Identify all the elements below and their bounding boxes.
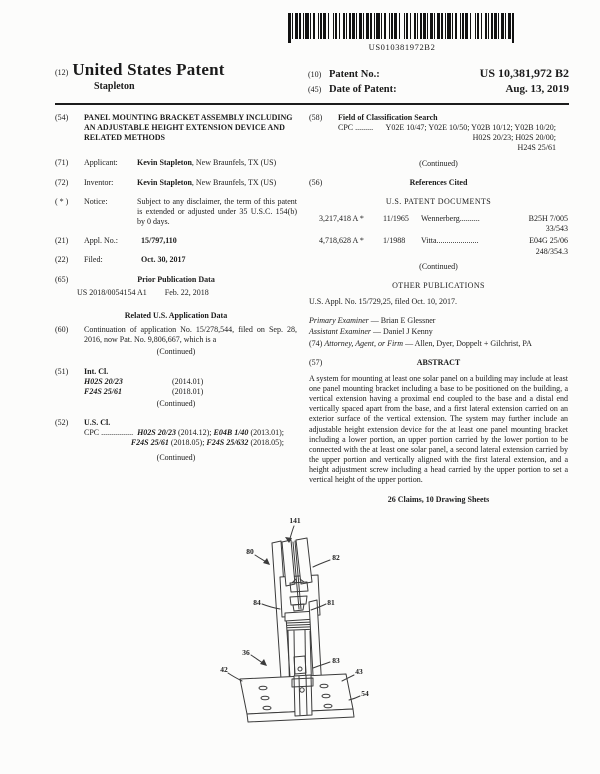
ref-numeral-43: 43 [355,667,363,676]
arrowhead [263,558,270,565]
section-us-cl [55,418,297,463]
field-57-tag: (57) [309,357,323,367]
other-publications-heading: OTHER PUBLICATIONS [392,280,485,290]
section-appl-no [55,236,297,246]
us-cl-heading: U.S. Cl. [84,418,111,428]
field-60-tag: (60) [55,325,69,335]
ref-name: Vitta [421,236,437,246]
filed-value: Oct. 30, 2017 [141,255,186,265]
ref-subclass: 33/543 [545,224,568,234]
continued-note: (Continued) [156,398,196,408]
drawing-thread [287,624,313,625]
continued-note: (Continued) [156,347,196,357]
field-of-search-heading: Field of Classification Search [338,113,438,122]
abstract-text: A system for mounting at least one solar panel on a building may include at least one panel mounting bracket including a base to be positioned on the building, a vertical extension having a proximal end coupled to the base and a distal end vertically spaced apart from the base, and a first lateral extension carried on an exterior surface of the vertical extension. The system may further include an adjustable height extension device for the at least one panel mounting bracket including a lower portion, an upper portion carried by the lower portion to be connected with the at least one solar panel, a second lateral extension carried by the upper portion and vertically aligned with the first lateral extension, and a height adjustment screw including a head carried by the upper portion to set a vertical height of the upper portion. [309,373,568,485]
field-12-tag: (12) [55,68,69,77]
ref-patent-number: 3,217,418 A * [319,214,364,224]
patent-no-label: Patent No.: [329,69,380,80]
inventor-name: Kevin Stapleton [137,177,192,187]
section-applicant [55,158,297,168]
abstract-heading: ABSTRACT [416,357,461,367]
section-examiners [309,316,568,348]
ref-date: 11/1965 [383,214,409,224]
field-56-tag: (56) [309,177,323,187]
arrowhead [260,659,267,666]
us-cl-cpc [84,428,284,448]
section-filed [55,255,297,265]
field-10-tag: (10) [308,70,322,79]
continued-note: (Continued) [156,452,196,462]
ref-dot-leader: .......... [459,214,480,224]
prior-publication-heading: Prior Publication Data [137,274,215,284]
int-cl-class: F24S 25/61 [84,386,123,396]
publication-date: Feb. 22, 2018 [164,287,209,297]
notice-label: Notice: [84,196,108,206]
ref-class: E04G 25/06 [529,236,568,246]
cpc-year: (2013.01); [248,428,284,438]
section-references [309,178,568,272]
notice-text: Subject to any disclaimer, the term of this patent is extended or adjusted under 35 U.S.C. 154(b) by 0 days. [137,196,297,227]
assistant-examiner-line [309,327,568,337]
right-column [309,113,568,514]
section-notice [55,197,297,227]
other-publication-line: U.S. Appl. No. 15/729,25, filed Oct. 10, 2017. [309,297,457,307]
field-71-tag: (71) [55,158,69,168]
attorney-firm: — Allen, Dyer, Doppelt + Gilchrist, PA [403,338,532,348]
cpc-lead: CPC ......... [338,123,374,133]
ref-numeral-54: 54 [361,689,369,698]
ref-patent-number: 4,718,628 A * [319,236,364,246]
ref-numeral-42: 42 [220,665,228,674]
us-patent-documents-heading: U.S. PATENT DOCUMENTS [385,196,492,206]
cpc-class: F24S 25/632 [206,438,249,448]
cpc-list: H24S 25/61 [517,143,556,153]
date-of-patent-label: Date of Patent: [329,84,397,95]
applicant-name: Kevin Stapleton [137,158,192,168]
int-cl-entry [84,387,297,397]
related-data-heading: Related U.S. Application Data [124,310,228,320]
section-related-data [55,311,297,358]
drawing-thread [287,622,313,623]
cpc-list: Y02E 10/47; Y02E 10/50; Y02B 10/12; Y02B 10/20; H02S 20/23; H02S 20/00; [385,123,556,143]
section-field-of-search [309,113,568,169]
drawing-center-channel [294,675,312,716]
field-star-tag: ( * ) [55,196,69,206]
patent-number: US 10,381,972 B2 [479,66,569,80]
inventor-label: Inventor: [84,177,114,187]
left-column [55,113,297,472]
barcode-label: US010381972B2 [368,42,436,52]
attorney-label: Attorney, Agent, or Firm [324,338,404,348]
inventor-address: , New Braunfels, TX (US) [191,177,277,187]
field-74-tag: (74) [309,338,323,348]
continued-note: (Continued) [419,261,458,271]
assistant-examiner-label: Assistant Examiner [309,327,371,337]
page-title: United States Patent [72,60,225,79]
field-72-tag: (72) [55,177,69,187]
references-heading: References Cited [409,177,468,187]
field-65-tag: (65) [55,274,69,284]
drawing-thread [287,627,313,628]
assistant-examiner-name: — Daniel J Kenny [371,327,433,337]
ref-date: 1/1988 [383,236,406,246]
field-52-tag: (52) [55,418,69,428]
attorney-line [309,339,568,349]
field-of-search-cpc [338,123,556,153]
drawing-thread [287,629,313,630]
ref-numeral-80: 80 [246,547,254,556]
applicant-label: Applicant: [84,158,118,168]
field-22-tag: (22) [55,255,69,265]
cpc-class: E04B 1/40 [213,428,249,438]
ref-numeral-36: 36 [242,648,250,657]
cpc-year: (2014.12); [175,428,214,438]
int-cl-year: (2014.01) [172,376,204,386]
cpc-class: F24S 25/61 [130,438,169,448]
invention-title: PANEL MOUNTING BRACKET ASSEMBLY INCLUDING AN ADJUSTABLE HEIGHT EXTENSION DEVICE AND RELATED METHODS [84,113,293,143]
applicant-address: , New Braunfels, TX (US) [191,158,277,168]
field-54-tag: (54) [55,113,69,122]
ref-numeral-141: 141 [289,516,301,525]
field-51-tag: (51) [55,366,69,376]
field-21-tag: (21) [55,236,69,246]
ref-subclass: 248/354.3 [535,246,568,256]
primary-examiner-name: — Brian E Glessner [368,316,436,326]
ref-numeral-81: 81 [327,598,335,607]
ref-numeral-83: 83 [332,656,340,665]
cpc-class: H02S 20/23 [137,428,176,438]
section-other-publications [309,281,568,307]
continued-note: (Continued) [419,158,458,168]
appl-no-value: 15/797,110 [141,236,177,246]
header-right [308,66,569,97]
patent-drawing [210,508,430,774]
barcode [288,13,516,52]
section-inventor [55,178,297,188]
drawing-latch-hole [298,667,302,671]
leader-42 [228,673,242,681]
primary-examiner-line [309,316,568,326]
ref-class: B25H 7/005 [528,214,568,224]
header-divider [55,103,569,105]
int-cl-entry [84,377,297,387]
publication-number: US 2018/0054154 A1 [77,287,147,297]
inventor-surname: Stapleton [94,81,135,92]
ref-numeral-84: 84 [253,598,261,607]
ref-name: Wennerberg [421,214,460,224]
ref-numeral-82: 82 [332,553,340,562]
claims-line: 26 Claims, 10 Drawing Sheets [387,494,490,504]
section-int-cl [55,367,297,410]
field-58-tag: (58) [309,113,323,122]
ref-dot-leader: ..................... [436,236,479,246]
related-data-text: Continuation of application No. 15/278,544, filed on Sep. 28, 2016, now Pat. No. 9,806,667, which is a [84,325,297,345]
section-title-54 [55,113,297,143]
leader-82 [313,560,330,567]
appl-no-label: Appl. No.: [84,236,118,246]
reference-row [319,236,568,256]
header-left [55,60,300,92]
section-abstract [309,358,568,505]
int-cl-heading: Int. Cl. [84,366,109,376]
reference-row [319,214,568,234]
filed-label: Filed: [84,255,103,265]
int-cl-year: (2018.01) [172,386,204,396]
primary-examiner-label: Primary Examiner [309,316,369,326]
section-prior-publication [55,275,297,298]
field-45-tag: (45) [308,85,322,94]
cpc-year: (2018.05); [248,438,284,448]
cpc-lead: CPC ................ [84,428,134,438]
int-cl-class: H02S 20/23 [84,376,123,386]
cpc-year: (2018.05); [168,438,207,448]
barcode-bars [288,13,516,43]
date-of-patent: Aug. 13, 2019 [505,83,569,95]
